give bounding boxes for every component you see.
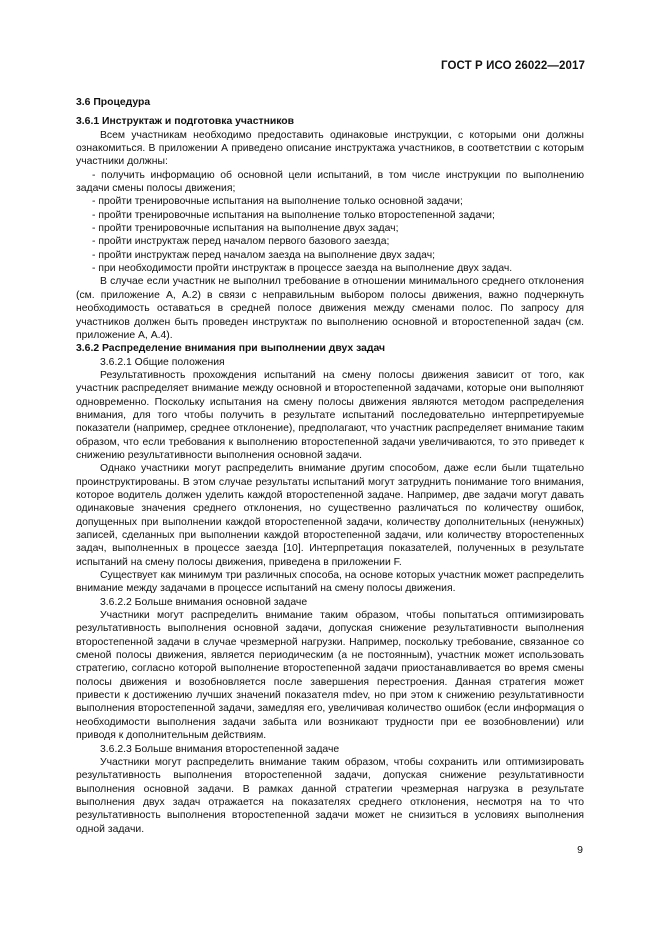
- clause-heading-3-6-2-1: 3.6.2.1 Общие положения: [100, 356, 225, 368]
- clause-heading-3-6-2-2: 3.6.2.2 Больше внимания основной задаче: [100, 596, 308, 608]
- paragraph: Результативность прохождения испытаний на смену полосы движения зависит от того, как участник распределяет внимание между основной и второстепенной задачами, которые они выполняют одновременно. Поскольку испытания на смену полосы движения являются методом распределения внимания, для того чтобы получить в результате испытаний последовательно интерпретируемые показатели (например, среднее отклонение), предполагают, что участник распределяет внимание таким образом, что если требования к выполнению второстепенной задачи увеличиваются, то это приведет к снижению результативности выполнения основной задачи.: [76, 369, 584, 461]
- clause-heading-3-6-2-3: 3.6.2.3 Больше внимания второстепенной задаче: [100, 743, 340, 755]
- paragraph: Участники могут распределить внимание таким образом, чтобы сохранить или оптимизировать результативность выполнения второстепенной задачи, допуская снижение результативности выполнения основной задачи. В рамках данной стратегии чрезмерная нагрузка в результате выполнения двух задач отражается на показателях среднего отклонения, несмотря на то что результативность выполнения второстепенной задачи может не снизиться в условиях выполнения одной задачи.: [76, 756, 584, 835]
- document-body: [76, 96, 584, 836]
- section-heading: 3.6 Процедура: [76, 97, 151, 108]
- list-item: - пройти тренировочные испытания на выполнение только основной задачи;: [92, 196, 463, 208]
- paragraph: В случае если участник не выполнил требование в отношении минимального среднего отклонения (см. приложение А, А.2) в связи с неправильным выбором полосы движения, важно подчеркнуть необходимость оставаться в средней полосе движения между сменами полос. По запросу для участников должен быть проведен инструктаж по выполнению основной и второстепенной задач (см. приложение А, А.4).: [76, 276, 584, 341]
- paragraph: Всем участникам необходимо предоставить одинаковые инструкции, с которыми они должны ознакомиться. В приложении А приведено описание инструктажа участников, в соответствии с которым участники должны:: [76, 129, 584, 168]
- document-code: ГОСТ Р ИСО 26022—2017: [440, 60, 585, 72]
- page-number: 9: [577, 844, 583, 856]
- list-item: - пройти тренировочные испытания на выполнение только второстепенной задачи;: [92, 209, 495, 221]
- paragraph: Существует как минимум три различных способа, на основе которых участник может распределить внимание между задачами в процессе испытаний на смену полосы движения.: [76, 570, 584, 595]
- list-item: - пройти тренировочные испытания на выполнение двух задач;: [92, 223, 399, 235]
- subsection-heading-3-6-2: 3.6.2 Распределение внимания при выполнении двух задач: [76, 343, 386, 355]
- list-item: - пройти инструктаж перед началом заезда на выполнение двух задач;: [92, 249, 436, 261]
- paragraph: Однако участники могут распределить внимание другим способом, даже если были тщательно проинструктированы. В этом случае результаты испытаний могут затруднить понимание того внимания, которое водитель должен уделить каждой второстепенной задаче. Например, две задачи могут давать одинаковые значения среднего отклонения, но существенно различаться по количеству ошибок, допущенных при выполнении каждой второстепенной задачи, количеству дополнительных (ненужных) записей, сделанных при выполнении каждой второстепенной задачи, или количеству второстепенных задач, выполненных в процессе заезда [10]. Интерпретация показателей, полученных в результате испытаний на смену полосы движения, приведена в приложении F.: [76, 463, 584, 568]
- list-item: - получить информацию об основной цели испытаний, в том числе инструкции по выполнению задачи смены полосы движения;: [76, 169, 584, 195]
- paragraph: Участники могут распределить внимание таким образом, чтобы попытаться оптимизировать результативность выполнения основной задачи, допуская снижение результативности выполнения второстепенной задачи в случае чрезмерной нагрузки. Например, поскольку требование, связанное со сменой полосы движения, является периодическим (а не постоянным), участник может использовать стратегию, согласно которой выполнение второстепенной задачи приостанавливается во время смены полосы движения и возобновляется после завершения перестроения. Данная стратегия может привести к достижению лучших значений показателя mdev, но при этом к снижению результативности выполнения второстепенной задачи, замедляя его, увеличивая количество ошибок (если информация о необходимости выполнения задачи забыта или возникают трудности при ее возобновлении) или приводя к дополнительным действиям.: [76, 610, 584, 742]
- list-item: - при необходимости пройти инструктаж в процессе заезда на выполнение двух задач.: [92, 263, 513, 275]
- list-item: - пройти инструктаж перед началом первого базового заезда;: [92, 236, 390, 248]
- subsection-heading-3-6-1: 3.6.1 Инструктаж и подготовка участников: [76, 116, 295, 128]
